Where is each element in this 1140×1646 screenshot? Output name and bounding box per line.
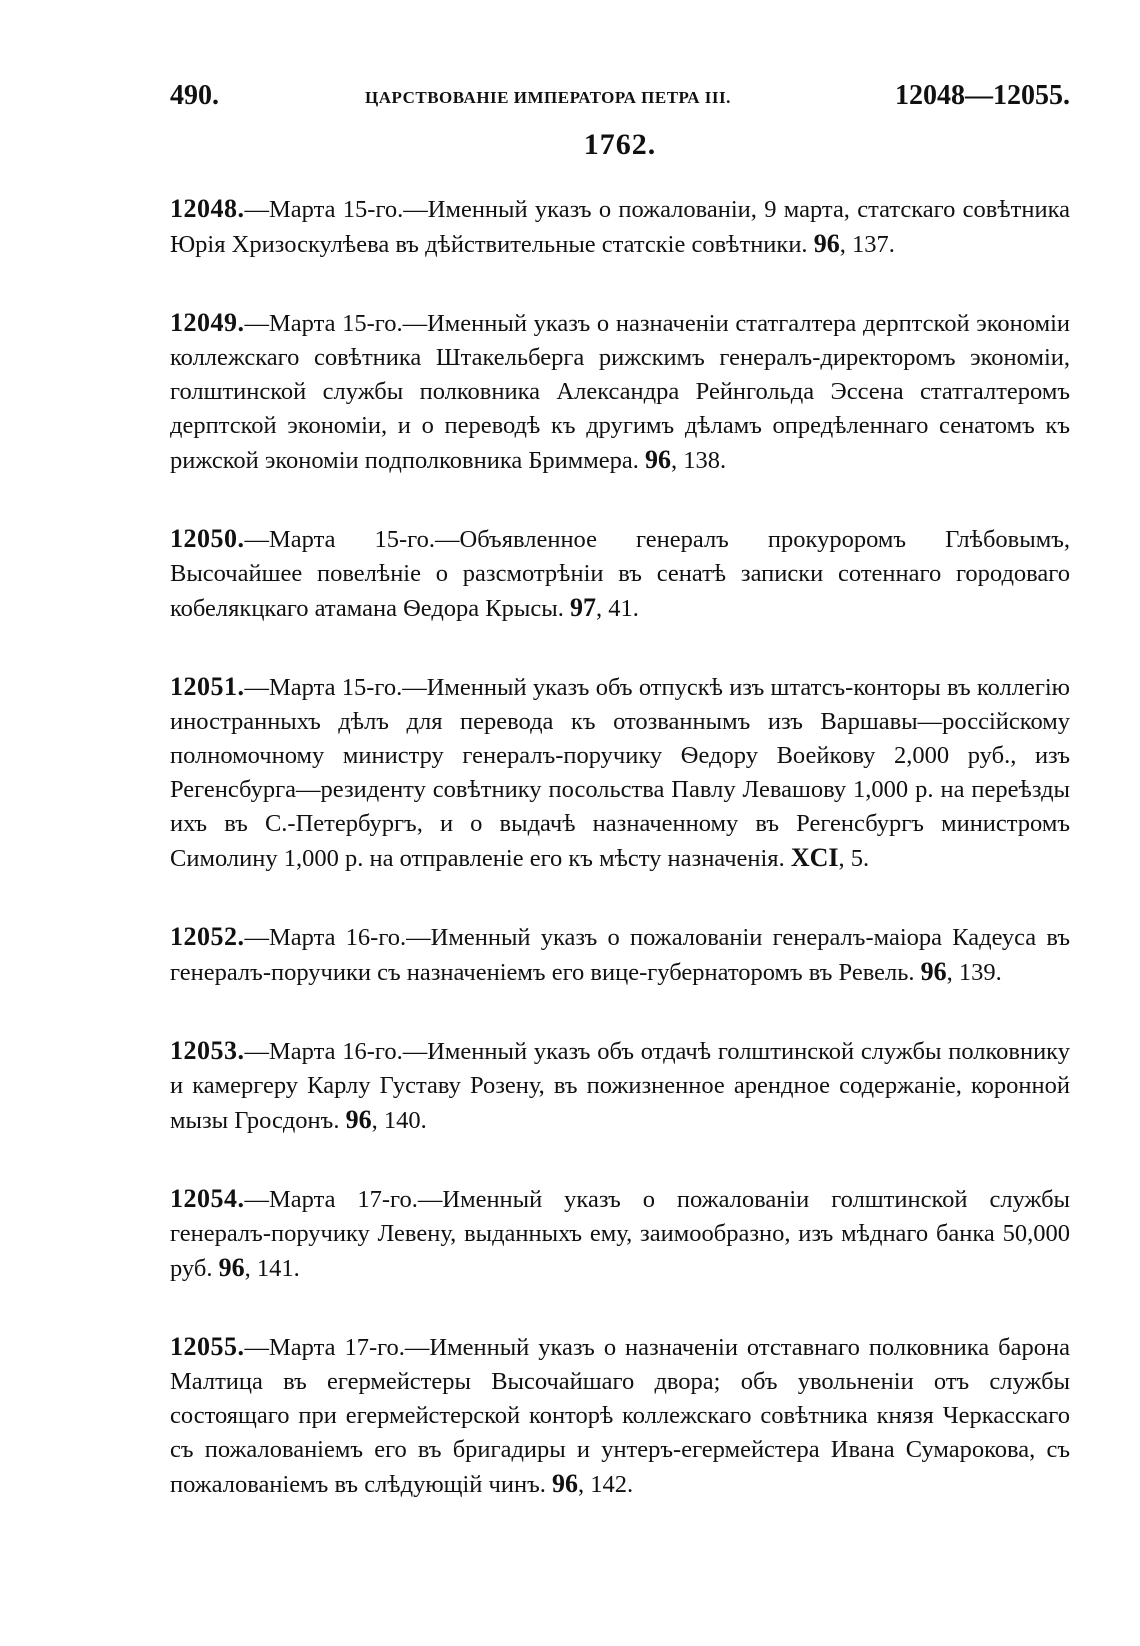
entry-12048 (170, 192, 1070, 262)
entry-12051 (170, 670, 1070, 876)
entry-number: 12053. (170, 1036, 245, 1065)
entry-12050 (170, 522, 1070, 626)
entry-number: 12048. (170, 194, 245, 223)
source-page: , 139. (946, 959, 1002, 986)
source-volume: 96 (813, 229, 840, 258)
source-page: , 141. (244, 1255, 300, 1282)
entry-text: —Марта 17-го.—Именный указъ о пожалованіи голштинской службы генералъ-поручику Левену, выданныхъ ему, заимообразно, изъ мѣднаго банка 50,000 руб. (170, 1186, 1070, 1282)
entry-text: —Марта 15-го.—Объявленное генералъ прокуроромъ Глѣбовымъ, Высочайшее повелѣніе о разсмотрѣніи въ сенатѣ записки сотеннаго городоваго кобелякцкаго атамана Ѳедора Крысы. (170, 526, 1070, 622)
source-page: , 137. (839, 231, 895, 258)
document-page (170, 70, 1070, 1546)
entry-12053 (170, 1034, 1070, 1138)
entry-text: —Марта 15-го.—Именный указъ о пожалованіи, 9 марта, статскаго совѣтника Юрія Хризоскулѣева въ дѣйствительные статскіе совѣтники. (170, 196, 1070, 258)
entry-number: 12050. (170, 524, 245, 553)
entry-number: 12054. (170, 1184, 245, 1213)
entry-12055 (170, 1330, 1070, 1502)
source-volume: 96 (552, 1469, 578, 1498)
entry-12054 (170, 1182, 1070, 1286)
source-volume: 96 (345, 1105, 372, 1134)
source-page: , 140. (371, 1107, 427, 1134)
entry-text: —Марта 15-го.—Именный указъ объ отпускѣ изъ штатсъ-конторы въ коллегію иностранныхъ дѣлъ для перевода къ отозваннымъ изъ Варшавы—россійскому полномочному министру генералъ-поручику Ѳедору Воейкову 2,000 руб., изъ Регенсбурга—резиденту совѣтнику посольства Павлу Левашову 1,000 р. на переѣзды ихъ въ С.-Петербургъ, и о выдачѣ назначенному въ Регенсбургъ министромъ Симолину 1,000 р. на отправленіе его къ мѣсту назначенія. (170, 674, 1070, 872)
entry-text: —Марта 15-го.—Именный указъ о назначеніи статгалтера дерптской экономіи коллежскаго совѣтника Штакельберга рижскимъ генералъ-директоромъ экономіи, голштинской службы полковника Александра Рейнгольда Эссена статгалтеромъ дерптской экономіи, и о переводѣ къ другимъ дѣламъ опредѣленнаго сенатомъ къ рижской экономіи подполковника Бриммера. (170, 310, 1070, 474)
entry-12052 (170, 920, 1070, 990)
running-title: ЦАРСТВОВАНІЕ ИМПЕРАТОРА ПЕТРА III. (365, 88, 731, 107)
entry-number: 12051. (170, 672, 245, 701)
source-page: , 5. (838, 845, 870, 872)
entry-text: —Марта 16-го.—Именный указъ о пожалованіи генералъ-маіора Кадеуса въ генералъ-поручики съ назначеніемъ его вице-губернаторомъ въ Ревель. (170, 924, 1070, 986)
entry-text: —Марта 16-го.—Именный указъ объ отдачѣ голштинской службы полковнику и камергеру Карлу Густаву Розену, въ пожизненное арендное содержаніе, коронной мызы Гросдонъ. (170, 1038, 1070, 1134)
entry-number: 12055. (170, 1332, 245, 1361)
entries-list (170, 192, 1070, 1502)
entry-text: —Марта 17-го.—Именный указъ о назначеніи отставнаго полковника барона Малтица въ егермейстеры Высочайшаго двора; объ увольненіи отъ службы состоящаго при егермейстерской конторѣ коллежскаго совѣтника князя Черкасскаго съ пожалованіемъ его въ бригадиры и унтеръ-егермейстера Ивана Сумарокова, съ пожалованіемъ въ слѣдующій чинъ. (170, 1334, 1070, 1498)
source-volume: 96 (920, 957, 947, 986)
source-volume: XCI (790, 843, 839, 872)
entry-12049 (170, 306, 1070, 478)
entry-number: 12052. (170, 922, 245, 951)
running-header (170, 70, 1070, 120)
source-page: , 41. (595, 595, 639, 622)
entry-range: 12048—12055. (895, 80, 1070, 111)
source-volume: 97 (569, 593, 596, 622)
source-volume: 96 (218, 1253, 245, 1282)
entry-number: 12049. (170, 308, 245, 337)
source-page: , 138. (671, 447, 727, 474)
page-number: 490. (170, 80, 219, 111)
source-volume: 96 (645, 445, 672, 474)
year-heading: 1762. (583, 128, 657, 161)
source-page: , 142. (578, 1471, 634, 1498)
